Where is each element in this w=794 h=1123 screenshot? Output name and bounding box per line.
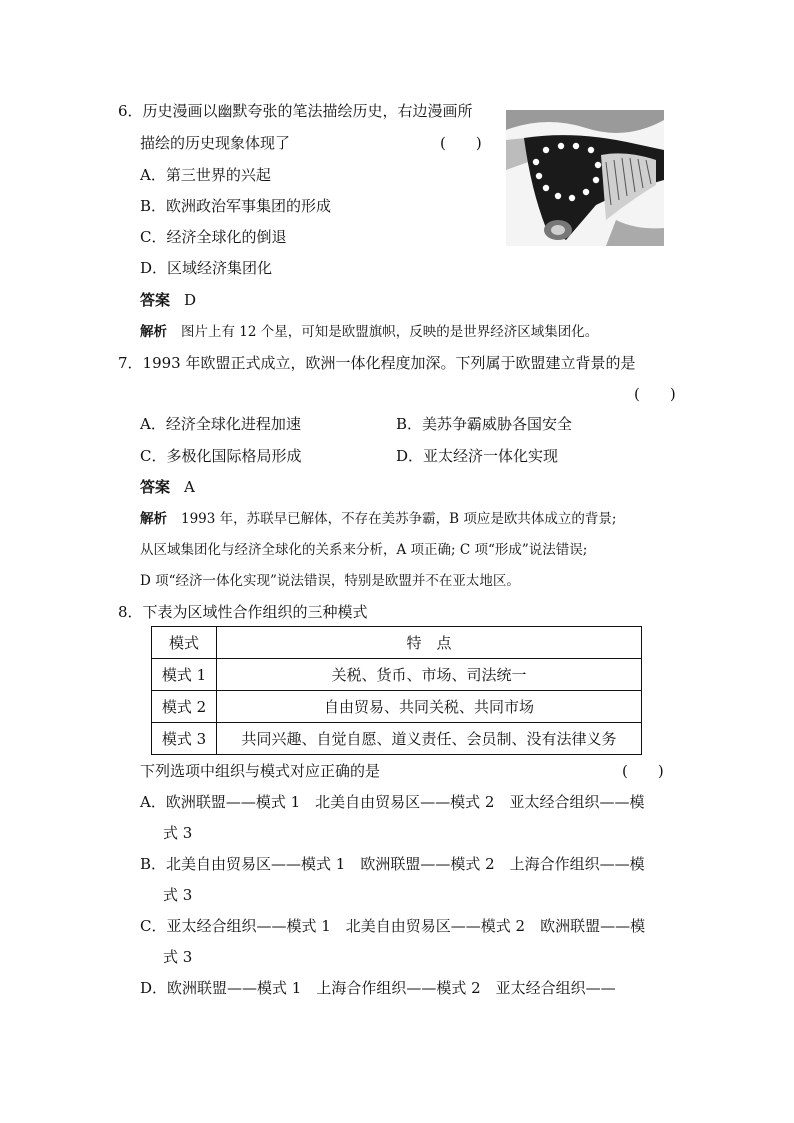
table-header-features: 特 点 bbox=[217, 627, 642, 659]
q7-option-a: A．经济全球化进程加速 bbox=[140, 415, 301, 433]
q6-analysis-label: 解析 bbox=[140, 324, 167, 340]
q7-option-d: D．亚太经济一体化实现 bbox=[396, 447, 559, 465]
table-header-row bbox=[152, 627, 642, 659]
q6-option-a: A．第三世界的兴起 bbox=[140, 166, 271, 184]
q6-answer-value: D bbox=[184, 291, 197, 309]
q8-option-b-line1: B．北美自由贸易区——模式 1 欧洲联盟——模式 2 上海合作组织——模 bbox=[140, 855, 645, 873]
q8-option-d-line1: D．欧洲联盟——模式 1 上海合作组织——模式 2 亚太经合组织—— bbox=[140, 979, 616, 997]
q7-analysis-line3: D 项“经济一体化实现”说法错误，特别是欧盟并不在亚太地区。 bbox=[140, 573, 520, 589]
q7-option-c: C．多极化国际格局形成 bbox=[140, 447, 302, 465]
eu-flag-cartoon-image bbox=[506, 110, 664, 246]
q6-analysis-text: 图片上有 12 个星，可知是欧盟旗帜，反映的是世界经济区域集团化。 bbox=[181, 324, 599, 340]
q6-option-d: D．区域经济集团化 bbox=[140, 259, 273, 277]
q6-option-c: C．经济全球化的倒退 bbox=[140, 228, 287, 246]
table-row bbox=[152, 659, 642, 691]
table-cell-mode: 模式 2 bbox=[152, 691, 217, 723]
q7-analysis-label: 解析 bbox=[140, 511, 167, 527]
table-cell-features: 关税、货币、市场、司法统一 bbox=[217, 659, 642, 691]
q7-option-b: B．美苏争霸威胁各国安全 bbox=[396, 415, 573, 433]
q7-analysis-text1: 1993 年，苏联早已解体，不存在美苏争霸，B 项应是欧共体成立的背景; bbox=[181, 511, 617, 527]
mode-table bbox=[151, 626, 642, 755]
q8-option-b-line2: 式 3 bbox=[163, 886, 193, 904]
q7-answer-label: 答案 bbox=[140, 478, 171, 496]
q7-analysis-line1 bbox=[140, 509, 616, 529]
table-cell-features: 自由贸易、共同关税、共同市场 bbox=[217, 691, 642, 723]
q7-answer-paren: ( ) bbox=[634, 385, 676, 403]
q6-answer bbox=[140, 290, 196, 310]
q6-stem-line2: 描绘的历史现象体现了 bbox=[140, 134, 291, 152]
q6-answer-label: 答案 bbox=[140, 291, 171, 309]
table-cell-features: 共同兴趣、自觉自愿、道义责任、会员制、没有法律义务 bbox=[217, 723, 642, 755]
q6-stem-line1: 6．历史漫画以幽默夸张的笔法描绘历史，右边漫画所 bbox=[118, 102, 473, 120]
table-cell-mode: 模式 3 bbox=[152, 723, 217, 755]
q6-analysis bbox=[140, 322, 598, 342]
table-header-mode: 模式 bbox=[152, 627, 217, 659]
q8-option-c-line2: 式 3 bbox=[163, 948, 193, 966]
q6-answer-paren: ( ) bbox=[440, 134, 482, 152]
table-row bbox=[152, 691, 642, 723]
table-row bbox=[152, 723, 642, 755]
q7-analysis-line2: 从区域集团化与经济全球化的关系来分析，A 项正确; C 项“形成”说法错误; bbox=[140, 542, 588, 558]
q7-answer bbox=[140, 477, 195, 497]
q8-option-c-line1: C．亚太经合组织——模式 1 北美自由贸易区——模式 2 欧洲联盟——模 bbox=[140, 917, 646, 935]
q8-option-a-line2: 式 3 bbox=[163, 824, 193, 842]
q8-option-a-line1: A．欧洲联盟——模式 1 北美自由贸易区——模式 2 亚太经合组织——模 bbox=[140, 793, 645, 811]
q8-question: 下列选项中组织与模式对应正确的是 bbox=[140, 762, 381, 780]
q7-answer-value: A bbox=[184, 478, 195, 496]
q8-stem: 8．下表为区域性合作组织的三种模式 bbox=[118, 603, 368, 621]
table-cell-mode: 模式 1 bbox=[152, 659, 217, 691]
q8-answer-paren: ( ) bbox=[622, 762, 664, 780]
q7-stem: 7．1993 年欧盟正式成立，欧洲一体化程度加深。下列属于欧盟建立背景的是 bbox=[118, 354, 636, 372]
q6-option-b: B．欧洲政治军事集团的形成 bbox=[140, 197, 332, 215]
